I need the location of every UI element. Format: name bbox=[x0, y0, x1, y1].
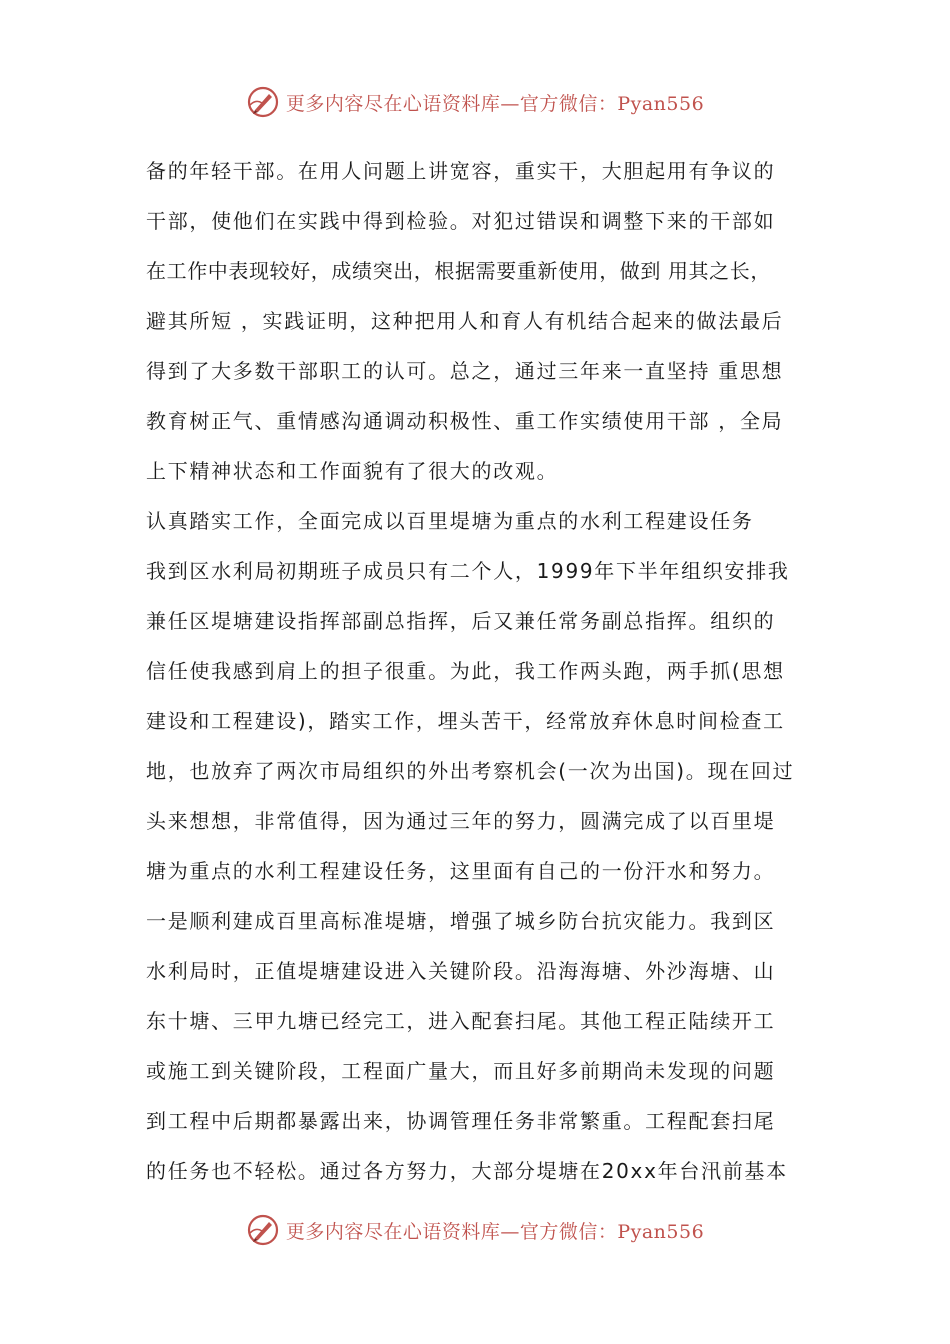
body-line: 地，也放弃了两次市局组织的外出考察机会(一次为出国)。现在回过 bbox=[146, 759, 795, 783]
pen-logo-icon bbox=[246, 85, 280, 119]
body-line: 干部，使他们在实践中得到检验。对犯过错误和调整下来的干部如 bbox=[146, 209, 776, 233]
body-line: 得到了大多数干部职工的认可。总之，通过三年来一直坚持 重思想 bbox=[146, 359, 784, 383]
body-line: 头来想想，非常值得，因为通过三年的努力，圆满完成了以百里堤 bbox=[146, 809, 776, 833]
body-line: 兼任区堤塘建设指挥部副总指挥，后又兼任常务副总指挥。组织的 bbox=[146, 609, 776, 633]
body-line: 我到区水利局初期班子成员只有二个人，1999年下半年组织安排我 bbox=[146, 559, 790, 583]
body-line: 东十塘、三甲九塘已经完工，进入配套扫尾。其他工程正陆续开工 bbox=[146, 1009, 776, 1033]
body-line: 塘为重点的水利工程建设任务，这里面有自己的一份汗水和努力。 bbox=[146, 859, 776, 883]
body-line: 避其所短 ，实践证明，这种把用人和育人有机结合起来的做法最后 bbox=[146, 309, 784, 333]
pen-logo-icon bbox=[246, 1213, 280, 1247]
footer-banner-text: 更多内容尽在心语资料库—官方微信：Pyan556 bbox=[285, 1220, 705, 1243]
body-line: 教育树正气、重情感沟通调动积极性、重工作实绩使用干部 ，全局 bbox=[146, 409, 784, 433]
body-line: 到工程中后期都暴露出来，协调管理任务非常繁重。工程配套扫尾 bbox=[146, 1109, 776, 1133]
document-body bbox=[146, 146, 811, 1196]
header-banner bbox=[0, 82, 950, 122]
body-line: 的任务也不轻松。通过各方努力，大部分堤塘在20xx年台汛前基本 bbox=[146, 1159, 788, 1183]
body-line: 或施工到关键阶段，工程面广量大，而且好多前期尚未发现的问题 bbox=[146, 1059, 776, 1083]
body-line: 备的年轻干部。在用人问题上讲宽容，重实干，大胆起用有争议的 bbox=[146, 159, 776, 183]
body-line: 在工作中表现较好，成绩突出，根据需要重新使用，做到 用其之长， bbox=[146, 259, 771, 283]
header-banner-text: 更多内容尽在心语资料库—官方微信：Pyan556 bbox=[285, 92, 705, 115]
body-line: 建设和工程建设)，踏实工作，埋头苦干，经常放弃休息时间检查工 bbox=[146, 709, 785, 733]
body-line: 水利局时，正值堤塘建设进入关键阶段。沿海海塘、外沙海塘、山 bbox=[146, 959, 776, 983]
section-heading: 认真踏实工作，全面完成以百里堤塘为重点的水利工程建设任务 bbox=[146, 509, 754, 533]
body-line: 上下精神状态和工作面貌有了很大的改观。 bbox=[146, 459, 559, 483]
footer-banner bbox=[0, 1210, 950, 1250]
body-line: 信任使我感到肩上的担子很重。为此，我工作两头跑，两手抓(思想 bbox=[146, 659, 785, 683]
body-line: 一是顺利建成百里高标准堤塘，增强了城乡防台抗灾能力。我到区 bbox=[146, 909, 776, 933]
